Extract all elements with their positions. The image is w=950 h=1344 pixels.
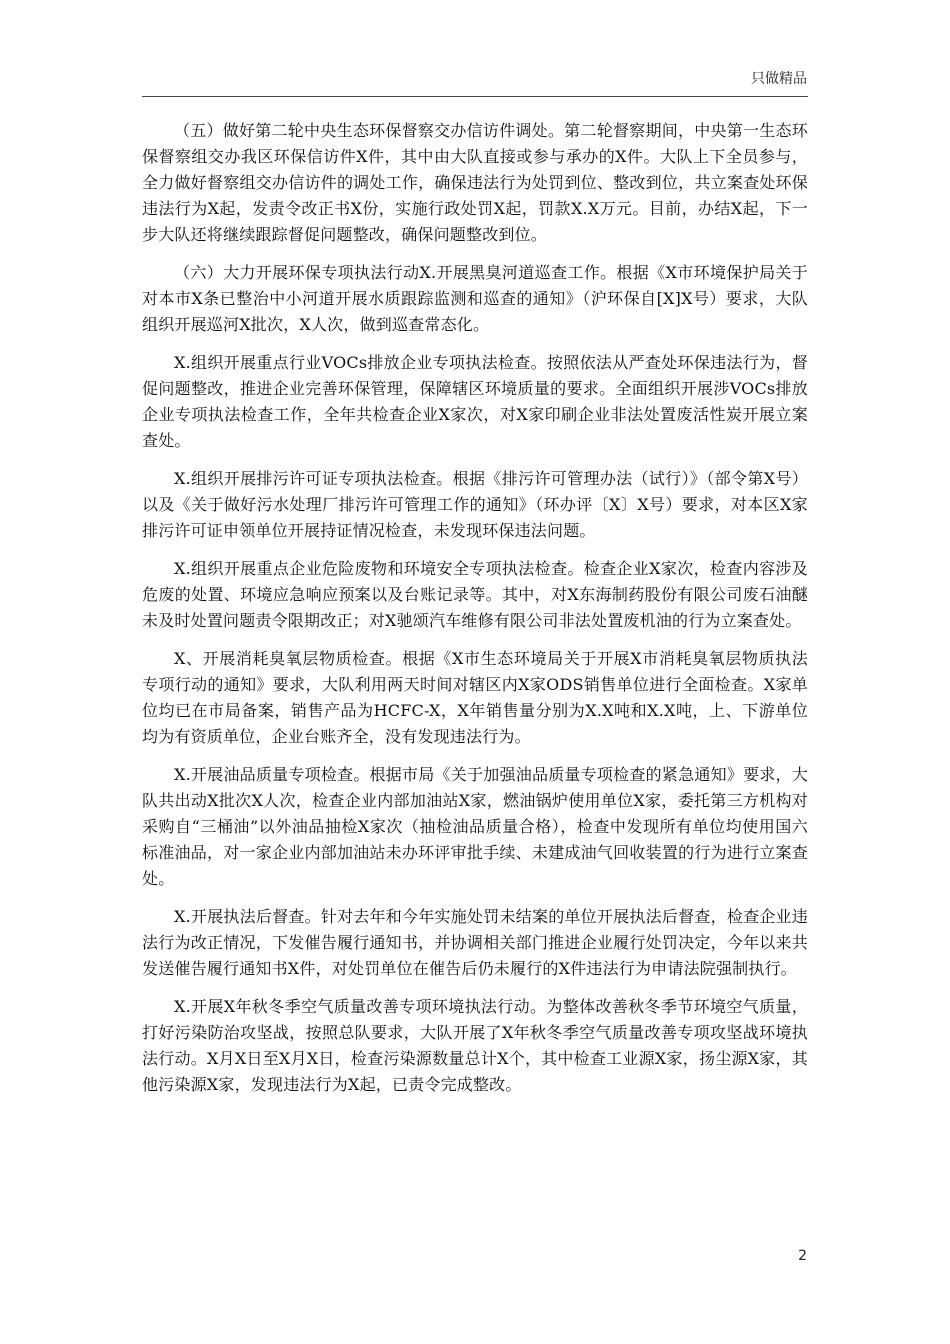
header-divider (142, 96, 808, 97)
page-number: 2 (798, 1248, 807, 1264)
paragraph-post-enforcement: X.开展执法后督查。针对去年和今年实施处罚未结案的单位开展执法后督查，检查企业违法行为改正情况，下发催告履行通知书，并协调相关部门推进企业履行处罚决定，今年以来共发送催告履行通知书X件，对处罚单位在催告后仍未履行的X件违法行为申请法院强制执行。 (142, 907, 808, 978)
paragraph-6: （六）大力开展环保专项执法行动X.开展黑臭河道巡查工作。根据《X市环境保护局关于对本市X条已整治中小河道开展水质跟踪监测和巡查的通知》（沪环保自[X]X号）要求，大队组织开展巡河X批次，X人次，做到巡查常态化。 (142, 263, 808, 334)
document-body (142, 118, 808, 1110)
paragraph-oil-quality: X.开展油品质量专项检查。根据市局《关于加强油品质量专项检查的紧急通知》要求，大队共出动X批次X人次，检查企业内部加油站X家，燃油锅炉使用单位X家，委托第三方机构对采购自“三桶油”以外油品抽检X家次（抽检油品质量合格），检查中发现所有单位均使用国六标准油品，对一家企业内部加油站未办环评审批手续、未建成油气回收装置的行为进行立案查处。 (142, 765, 808, 888)
header-tag: 只做精品 (751, 71, 807, 87)
paragraph-permit: X.组织开展排污许可证专项执法检查。根据《排污许可管理办法（试行）》（部令第X号）以及《关于做好污水处理厂排污许可管理工作的通知》（环办评〔X〕X号）要求，对本区X家排污许可证申领单位开展持证情况检查，未发现环保违法问题。 (142, 469, 808, 540)
paragraph-5: （五）做好第二轮中央生态环保督察交办信访件调处。第二轮督察期间，中央第一生态环保督察组交办我区环保信访件X件，其中由大队直接或参与承办的X件。大队上下全员参与，全力做好督察组交办信访件的调处工作，确保违法行为处罚到位、整改到位，共立案查处环保违法行为X起，发责令改正书X份，实施行政处罚X起，罚款X.X万元。目前，办结X起，下一步大队还将继续跟踪督促问题整改，确保问题整改到位。 (142, 121, 808, 244)
paragraph-hazardous-waste: X.组织开展重点企业危险废物和环境安全专项执法检查。检查企业X家次，检查内容涉及危废的处置、环境应急响应预案以及台账记录等。其中，对X东海制药股份有限公司废石油醚未及时处置问题责令限期改正；对X驰颂汽车维修有限公司非法处置废机油的行为立案查处。 (142, 559, 808, 630)
paragraph-ods: X、开展消耗臭氧层物质检查。根据《X市生态环境局关于开展X市消耗臭氧层物质执法专项行动的通知》要求，大队利用两天时间对辖区内X家ODS销售单位进行全面检查。X家单位均已在市局备案，销售产品为HCFC-X，X年销售量分别为X.X吨和X.X吨，上、下游单位均为有资质单位，企业台账齐全，没有发现违法行为。 (142, 649, 808, 746)
paragraph-air-quality: X.开展X年秋冬季空气质量改善专项环境执法行动。为整体改善秋冬季节环境空气质量，打好污染防治攻坚战，按照总队要求，大队开展了X年秋冬季空气质量改善专项攻坚战环境执法行动。X月X日至X月X日，检查污染源数量总计X个，其中检查工业源X家，扬尘源X家，其他污染源X家，发现违法行为X起，已责令完成整改。 (142, 997, 808, 1094)
paragraph-vocs: X.组织开展重点行业VOCs排放企业专项执法检查。按照依法从严查处环保违法行为，督促问题整改，推进企业完善环保管理，保障辖区环境质量的要求。全面组织开展涉VOCs排放企业专项执法检查工作，全年共检查企业X家次，对X家印刷企业非法处置废活性炭开展立案查处。 (142, 353, 808, 450)
